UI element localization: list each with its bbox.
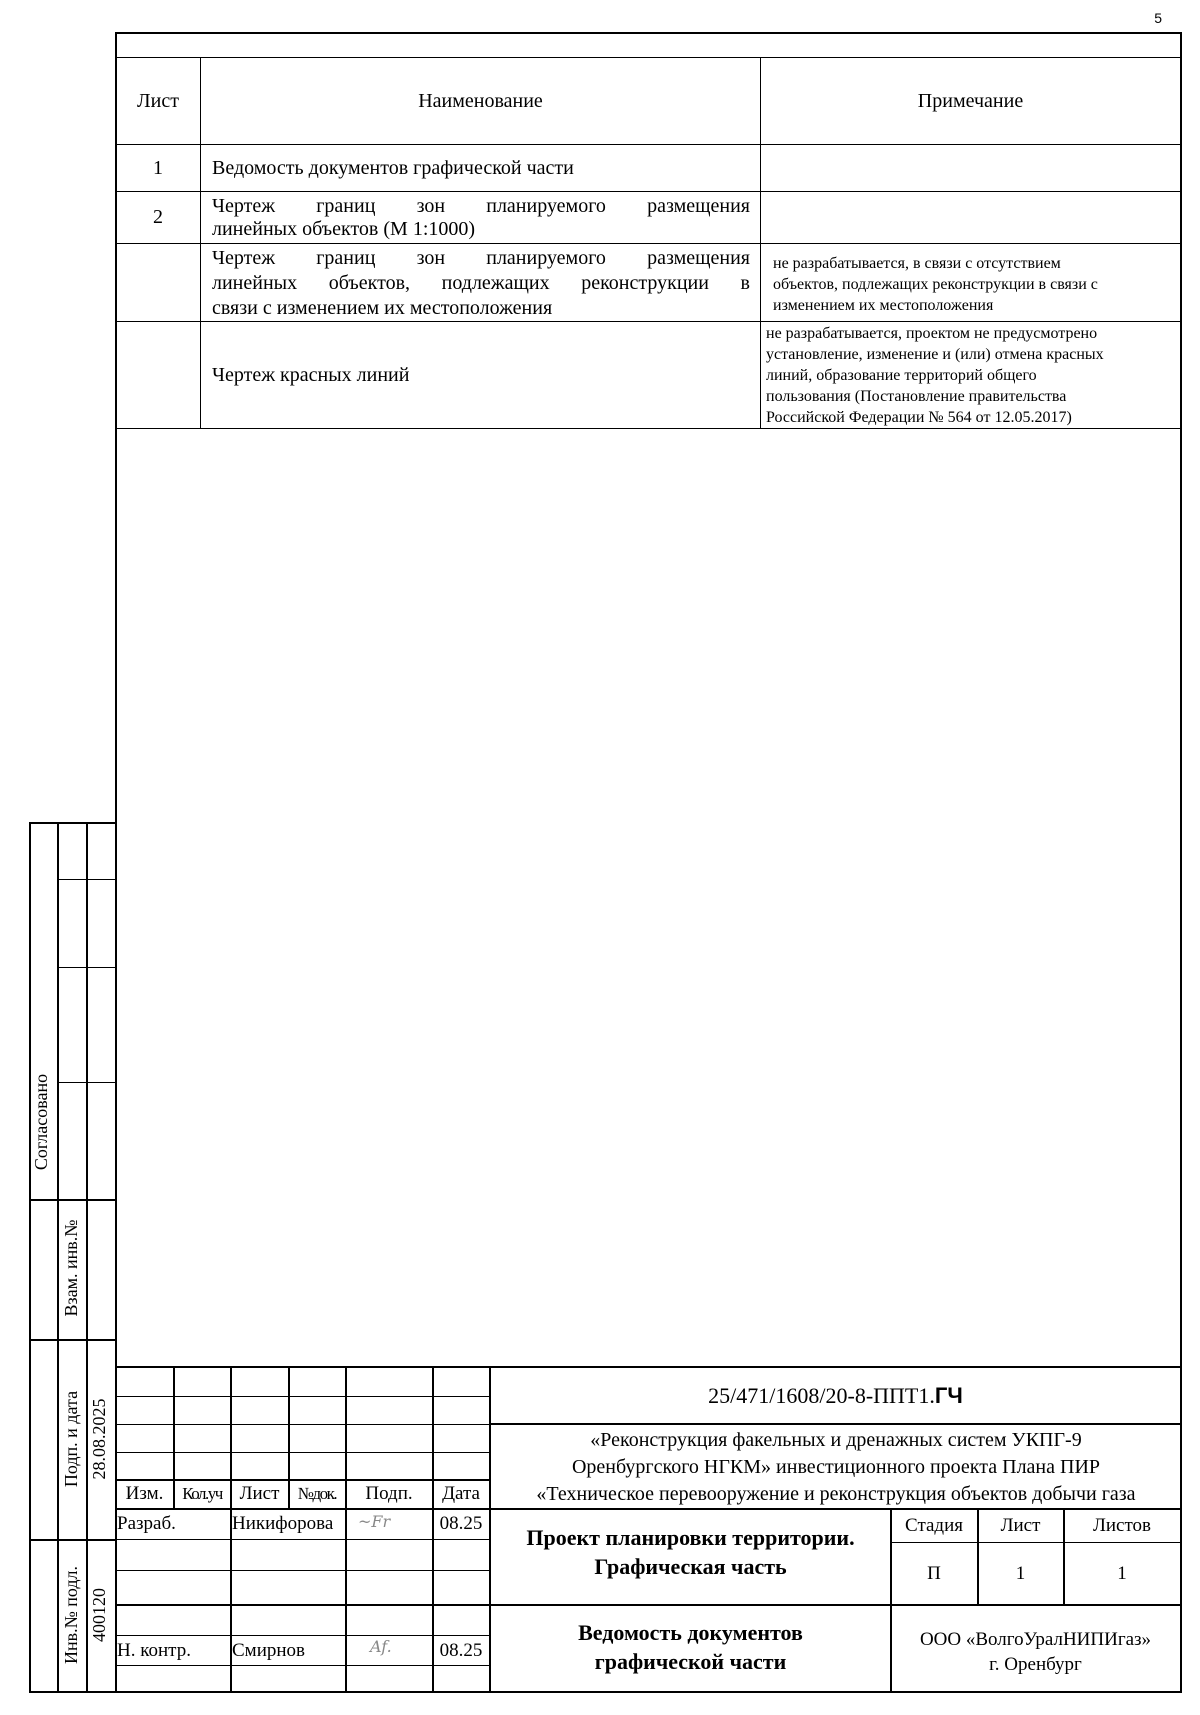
row-3-name-line-1: Чертеж границ зон планируемого размещения bbox=[212, 247, 750, 269]
row-4-name-line-1: Чертеж красных линий bbox=[212, 363, 410, 386]
side-agreed-label: Согласовано bbox=[31, 1073, 51, 1171]
list-label: Лист bbox=[1000, 1514, 1041, 1536]
organization-name: ООО «ВолгоУралНИПИгаз» bbox=[919, 1629, 1152, 1650]
stage-value: П bbox=[927, 1562, 941, 1584]
col-kol: Кол.уч bbox=[182, 1484, 222, 1503]
listov-value: 1 bbox=[1117, 1562, 1127, 1584]
row-3-name-line-2: линейных объектов, подлежащих реконструкции в bbox=[212, 272, 750, 294]
row-4-note-line-1: не разрабатывается, проектом не предусмотрено bbox=[766, 325, 1098, 342]
row-4-note-line-4: пользования (Постановление правительства bbox=[766, 388, 1067, 405]
nkontr-signature: Af. bbox=[370, 1637, 392, 1656]
nkontr-name: Смирнов bbox=[232, 1639, 306, 1661]
row-4-note bbox=[766, 323, 1176, 428]
stage-label: Стадия bbox=[905, 1514, 963, 1536]
col-podp: Подп. bbox=[365, 1483, 413, 1504]
sheet-title-line-1: Ведомость документов bbox=[578, 1620, 803, 1645]
side-podp-date-label: Подп. и дата bbox=[61, 1390, 81, 1488]
doc-title-line-1: Проект планировки территории. bbox=[526, 1525, 855, 1550]
row-2-sheet: 2 bbox=[153, 206, 163, 228]
page-number: 5 bbox=[1154, 10, 1162, 26]
row-3-name-line-3: связи с изменением их местоположения bbox=[212, 297, 553, 319]
razrab-date: 08.25 bbox=[439, 1513, 483, 1534]
row-4-note-line-3: линий, образование территорий общего bbox=[766, 367, 1037, 384]
doc-title-line-2: Графическая часть bbox=[594, 1554, 787, 1579]
row-3-note-line-3: изменением их местоположения bbox=[773, 297, 994, 314]
header-note: Примечание bbox=[917, 89, 1024, 112]
header-name: Наименование bbox=[418, 89, 543, 112]
row-1-sheet: 1 bbox=[153, 156, 163, 179]
document-code-prefix: 25/471/1608/20-8-ППТ1. bbox=[708, 1382, 935, 1408]
sheet-title-line-2: графической части bbox=[594, 1649, 787, 1674]
row-1-name bbox=[212, 145, 752, 191]
row-2-name-line-2: линейных объектов (М 1:1000) bbox=[212, 218, 476, 240]
side-date-value: 28.08.2025 bbox=[89, 1398, 109, 1480]
row-4-note-line-5: Российской Федерации № 564 от 12.05.2017) bbox=[766, 409, 1072, 426]
row-4-note-line-2: установление, изменение и (или) отмена красных bbox=[766, 346, 1104, 363]
header-sheet: Лист bbox=[137, 89, 179, 112]
row-3-note-line-1: не разрабатывается, в связи с отсутствием bbox=[773, 255, 1061, 272]
row-1-name-line-1: Ведомость документов графической части bbox=[212, 156, 574, 179]
side-inv-value: 400120 bbox=[89, 1588, 109, 1642]
row-2-name bbox=[212, 195, 750, 241]
listov-label: Листов bbox=[1092, 1514, 1151, 1536]
list-value: 1 bbox=[1015, 1562, 1026, 1584]
row-3-note-line-2: объектов, подлежащих реконструкции в связи с bbox=[773, 276, 1098, 293]
organization-city: г. Оренбург bbox=[989, 1654, 1082, 1675]
side-inv-label: Инв.№ подл. bbox=[61, 1565, 81, 1665]
side-vzam-label: Взам. инв.№ bbox=[61, 1219, 81, 1317]
nkontr-label: Н. контр. bbox=[117, 1639, 191, 1661]
sheet-title bbox=[491, 1618, 890, 1676]
col-izm: Изм. bbox=[125, 1483, 164, 1504]
razrab-label: Разраб. bbox=[117, 1513, 176, 1534]
doc-title bbox=[491, 1523, 890, 1581]
razrab-name: Никифорова bbox=[232, 1513, 334, 1534]
row-3-note bbox=[773, 253, 1173, 316]
organization bbox=[891, 1627, 1180, 1677]
col-ndok: №док. bbox=[297, 1484, 337, 1503]
col-list: Лист bbox=[239, 1483, 280, 1504]
razrab-signature: ~Fr bbox=[358, 1512, 391, 1531]
project-line-2: Оренбургского НГКМ» инвестиционного проекта Плана ПИР bbox=[571, 1456, 1101, 1478]
row-3-name bbox=[212, 246, 750, 321]
project-line-3: «Техническое перевооружение и реконструкция объектов добычи газа bbox=[536, 1483, 1136, 1505]
document-code bbox=[491, 1368, 1180, 1423]
nkontr-date: 08.25 bbox=[439, 1639, 483, 1661]
col-date: Дата bbox=[442, 1483, 480, 1504]
document-code-suffix: ГЧ bbox=[934, 1382, 963, 1408]
project-line-1: «Реконструкция факельных и дренажных систем УКПГ-9 bbox=[590, 1429, 1082, 1451]
project-description bbox=[492, 1427, 1180, 1508]
row-4-name bbox=[212, 322, 752, 428]
row-2-name-line-1: Чертеж границ зон планируемого размещения bbox=[212, 195, 750, 217]
